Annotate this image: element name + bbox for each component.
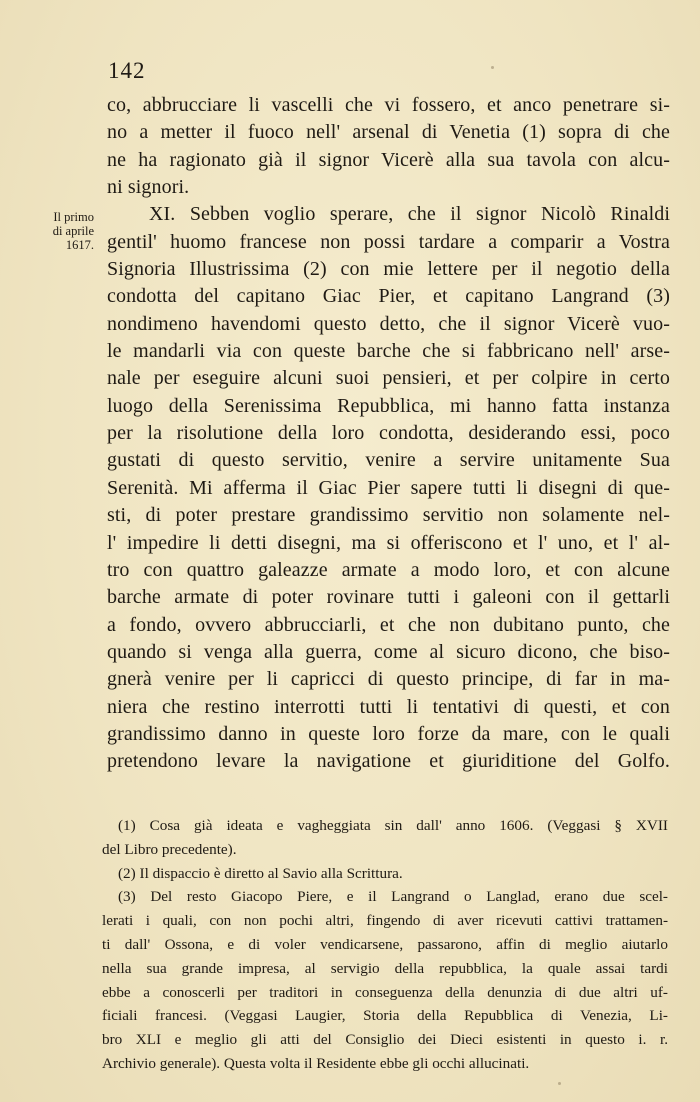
body-line: co, abbrucciare li vascelli che vi fossero, et anco penetrare si- bbox=[107, 94, 670, 116]
footnote-line: ti dall' Ossona, e di voler vendicarsene, passarono, affin di meglio aiutarlo bbox=[102, 935, 668, 953]
paper-speck bbox=[558, 1082, 561, 1085]
body-line: per la risolutione della loro condotta, desiderando essi, poco bbox=[107, 422, 670, 445]
body-text bbox=[107, 92, 670, 776]
body-line: XI. Sebben voglio sperare, che il signor Nicolò Rinaldi bbox=[149, 203, 670, 226]
body-line: gnerà venire per li capricci di questo principe, di far in ma- bbox=[107, 668, 670, 691]
footnote-line: (1) Cosa già ideata e vagheggiata sin dall' anno 1606. (Veggasi § XVII bbox=[118, 817, 668, 834]
body-line: pretendono levare la navigatione et giuriditione del Golfo. bbox=[107, 750, 670, 773]
margin-note-line: di aprile bbox=[52, 224, 94, 238]
footnote-line: ebbe a conoscerli per traditori in conseguenza della denunzia di due altri uf- bbox=[102, 983, 668, 1001]
body-line: a fondo, ovvero abbrucciarli, et che non dubitano punto, che bbox=[107, 613, 670, 636]
footnote-line: nella sua grande impresa, al servigio della repubblica, la quale assai tardi bbox=[102, 959, 668, 977]
page-number: 142 bbox=[108, 58, 146, 83]
footnote-line: lerati i quali, con non pochi altri, fingendo di aver ricevuti cattivi trattamen- bbox=[102, 912, 668, 930]
body-line: no a metter il fuoco nell' arsenal di Venetia (1) sopra di che bbox=[107, 121, 670, 144]
body-line: nondimeno havendomi questo detto, che il signor Vicerè vuo- bbox=[107, 312, 670, 335]
body-line: barche armate di poter rovinare tutti i galeoni con il gettarli bbox=[107, 586, 670, 609]
footnote-line: bro XLI e meglio gli atti del Consiglio dei Dieci esistenti in questo i. r. bbox=[102, 1031, 668, 1049]
footnote-line: Archivio generale). Questa volta il Residente ebbe gli occhi allucinati. bbox=[102, 1054, 530, 1072]
paper-speck bbox=[491, 66, 494, 69]
footnote-line: (2) Il dispaccio è diretto al Savio alla Scrittura. bbox=[118, 864, 403, 882]
margin-note-line: 1617. bbox=[65, 238, 94, 252]
body-line: niera che restino interrotti tutti li tentativi di questi, et con bbox=[107, 695, 670, 718]
body-line: grandissimo danno in queste loro forze da mare, con le quali bbox=[107, 722, 670, 745]
body-line: le mandarli via con queste barche che si fabbricano nell' arse- bbox=[107, 340, 670, 363]
body-line: ne ha ragionato già il signor Vicerè alla sua tavola con alcu- bbox=[107, 148, 670, 171]
margin-note-line: Il primo bbox=[53, 210, 94, 224]
body-line: luogo della Serenissima Repubblica, mi hanno fatta instanza bbox=[107, 394, 670, 417]
body-line: l' impedire li detti disegni, ma si offeriscono et l' uno, et l' al- bbox=[107, 531, 670, 554]
footnote-line: ficiali francesi. (Veggasi Laugier, Storia della Repubblica di Venezia, Li- bbox=[102, 1007, 668, 1025]
body-line: ni signori. bbox=[107, 176, 190, 199]
body-line: gustati di questo servitio, venire a servire unitamente Sua bbox=[107, 449, 670, 472]
footnotes bbox=[102, 814, 668, 1076]
footnote-line: (3) Del resto Giacopo Piere, e il Langrand o Langlad, erano due scel- bbox=[118, 888, 668, 906]
body-line: condotta del capitano Giac Pier, et capitano Langrand (3) bbox=[107, 285, 670, 308]
body-line: sti, di poter prestare grandissimo servitio non solamente nel- bbox=[107, 504, 670, 527]
body-line: Serenità. Mi afferma il Giac Pier sapere tutti li disegni di que- bbox=[107, 476, 670, 499]
footnote-line: del Libro precedente). bbox=[102, 840, 237, 858]
margin-note bbox=[22, 210, 94, 252]
body-line: Signoria Illustrissima (2) con mie lettere per il negotio della bbox=[107, 258, 670, 281]
body-line: gentil' huomo francese non possi tardare a comparir a Vostra bbox=[107, 230, 670, 253]
body-line: quando si venga alla guerra, come al sicuro dicono, che biso- bbox=[107, 640, 670, 663]
body-line: tro con quattro galeazze armate a modo loro, et con alcune bbox=[107, 558, 670, 581]
body-line: nale per eseguire alcuni suoi pensieri, et per colpire in certo bbox=[107, 367, 670, 390]
